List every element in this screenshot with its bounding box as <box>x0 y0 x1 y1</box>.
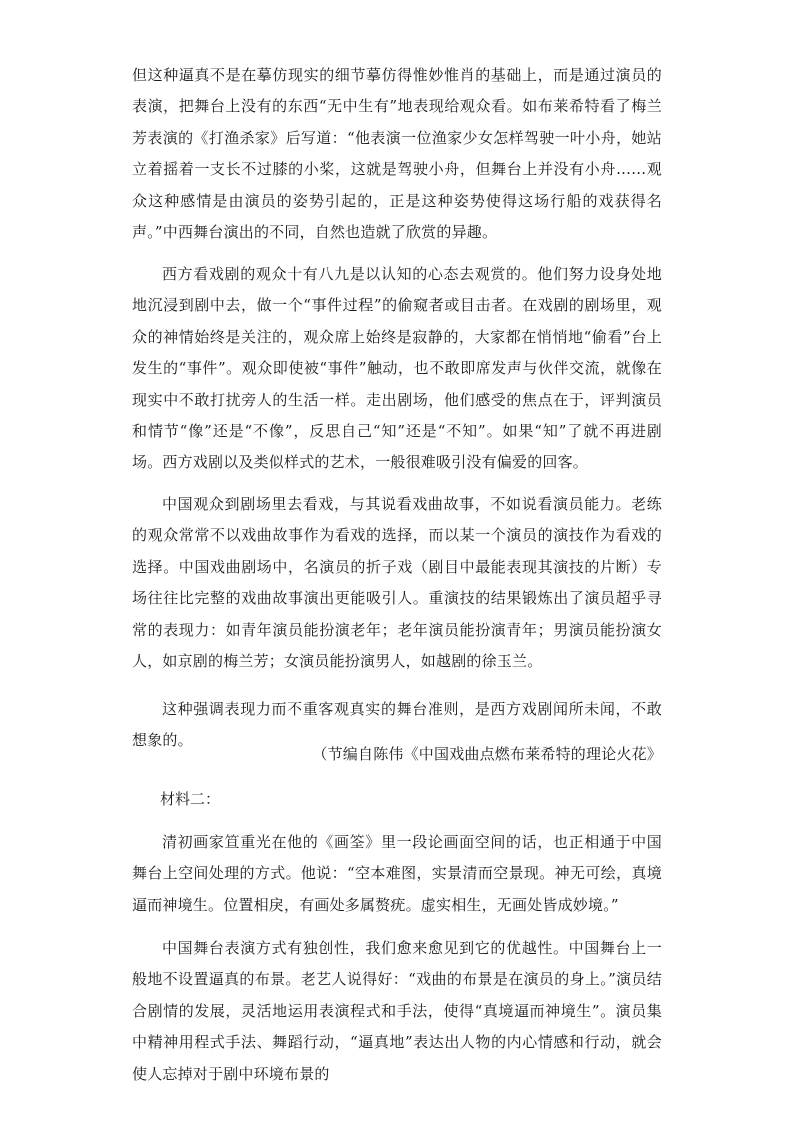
source-citation: （节编自陈伟《中国戏曲点燃布莱希特的理论火花》 <box>312 745 662 763</box>
material-two-label: 材料二： <box>160 790 221 808</box>
paragraph-2: 西方看戏剧的观众十有八九是以认知的心态去观赏的。他们努力设身处地地沉浸到剧中去，做一个“事件过程”的偷窥者或目击者。在戏剧的剧场里，观众的神情始终是关注的，观众席上始终是寂静的，大家都在悄悄地“偷看”台上发生的“事件”。观众即使被“事件”触动，也不敢即席发声与伙伴交流，就像在现实中不敢打扰旁人的生活一样。走出剧场，他们感受的焦点在于，评判演员和情节“像”还是“不像”，反思自己“知”还是“不知”。如果“知”了就不再进剧场。西方戏剧以及类似样式的艺术，一般很难吸引没有偏爱的回客。 <box>132 265 662 472</box>
paragraph-6: 中国舞台表演方式有独创性，我们愈来愈见到它的优越性。中国舞台上一般地不设置逼真的布景。老艺人说得好：“戏曲的布景是在演员的身上。”演员结合剧情的发展，灵活地运用表演程式和手法，使得“真境逼而神境生”。演员集中精神用程式手法、舞蹈行动，“逼真地”表达出人物的内心情感和行动，就会使人忘掉对于剧中环境布景的 <box>132 939 662 1083</box>
paragraph-3: 中国观众到剧场里去看戏，与其说看戏曲故事，不如说看演员能力。老练的观众常常不以戏曲故事作为看戏的选择，而以某一个演员的演技作为看戏的选择。中国戏曲剧场中，名演员的折子戏（剧目中最能表现其演技的片断）专场往往比完整的戏曲故事演出更能吸引人。重演技的结果锻炼出了演员超乎寻常的表现力：如青年演员能扮演老年；老年演员能扮演青年；男演员能扮演女人，如京剧的梅兰芳；女演员能扮演男人，如越剧的徐玉兰。 <box>132 495 662 671</box>
paragraph-5: 清初画家笪重光在他的《画筌》里一段论画面空间的话，也正相通于中国舞台上空间处理的方式。他说：“空本难图，实景清而空景现。神无可绘，真境逼而神境生。位置相戾，有画处多属赘疣。虚实相生，无画处皆成妙境。” <box>132 833 662 914</box>
paragraph-4: 这种强调表现力而不重客观真实的舞台准则，是西方戏剧闻所未闻，不敢想象的。 <box>132 700 662 750</box>
paragraph-1: 但这种逼真不是在摹仿现实的细节摹仿得惟妙惟肖的基础上，而是通过演员的表演，把舞台上没有的东西“无中生有”地表现给观众看。如布莱希特看了梅兰芳表演的《打渔杀家》后写道：“他表演一位渔家少女怎样驾驶一叶小舟，她站立着摇着一支长不过膝的小桨，这就是驾驶小舟，但舞台上并没有小舟……观众这种感情是由演员的姿势引起的，正是这种姿势使得这场行船的戏获得名声。”中西舞台演出的不同，自然也造就了欣赏的异趣。 <box>132 66 662 242</box>
